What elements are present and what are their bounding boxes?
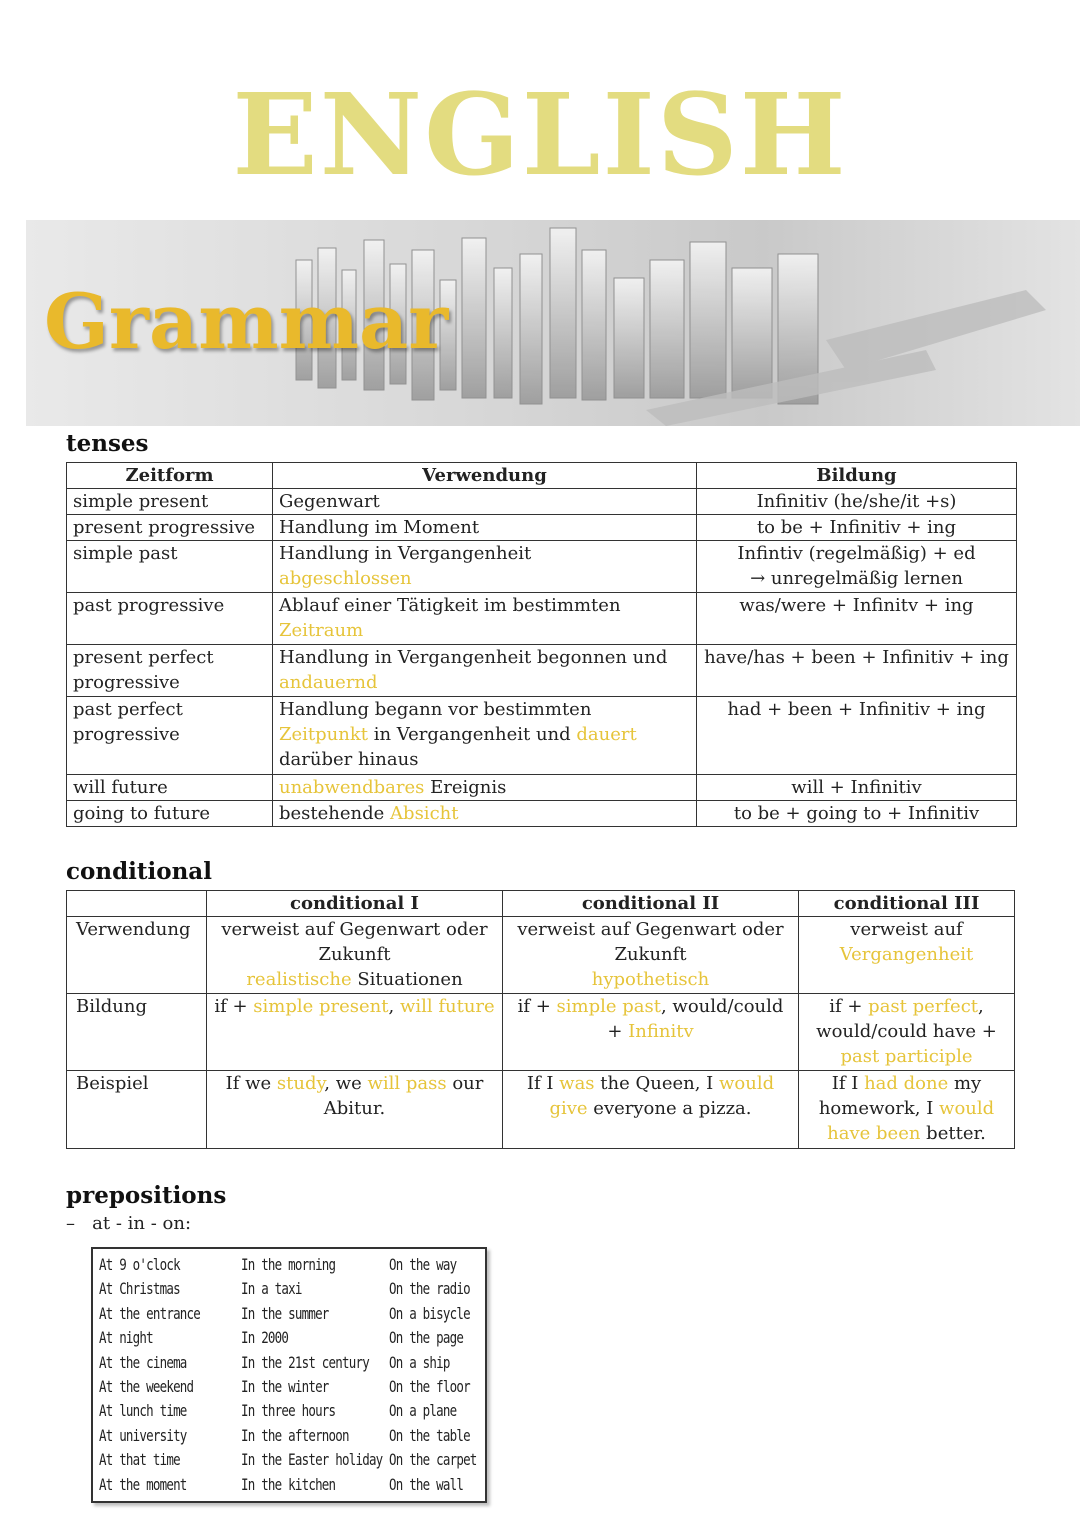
preposition-in-item: In the 21st century (241, 1352, 369, 1372)
preposition-in-item: In the summer (241, 1303, 329, 1323)
tenses-row (67, 775, 1017, 801)
tenses-row (67, 645, 1017, 697)
verwendung-conditional-3: verweist auf Vergangenheit (799, 917, 1015, 994)
column-header-zeitform: Zeitform (67, 463, 273, 489)
verwendung-conditional-2: verweist auf Gegenwart oder Zukunft hypothetisch (503, 917, 799, 994)
preposition-at-item: At 9 o'clock (99, 1255, 180, 1274)
preposition-at-item: At university (99, 1425, 187, 1445)
zeitform-cell: simple present (67, 489, 273, 515)
column-header-verwendung: Verwendung (273, 463, 697, 489)
preposition-in-item: In a taxi (241, 1279, 302, 1299)
beispiel-conditional-1: If we study, we will pass our Abitur. (207, 1071, 503, 1149)
bildung-cell: will + Infinitiv (697, 775, 1017, 801)
zeitform-cell: will future (67, 775, 273, 801)
bildung-conditional-1: if + simple present, will future (207, 994, 503, 1071)
column-header-conditional-2: conditional II (503, 891, 799, 917)
preposition-in-item: In the winter (241, 1376, 329, 1396)
column-header-conditional-1: conditional I (207, 891, 503, 917)
preposition-in-item: In the Easter holiday (241, 1450, 383, 1470)
row-label-beispiel: Beispiel (67, 1071, 207, 1149)
prepositions-at-column (99, 1253, 229, 1497)
bildung-cell: Infinitiv (he/she/it +s) (697, 489, 1017, 515)
verwendung-cell: Handlung begann vor bestimmten Zeitpunkt in Vergangenheit und dauert darüber hinaus (273, 697, 697, 775)
preposition-on-item: On a plane (389, 1401, 457, 1421)
corner-cell (67, 891, 207, 917)
zeitform-cell: past perfect progressive (67, 697, 273, 775)
tenses-heading: tenses (66, 430, 149, 457)
preposition-in-item: In 2000 (241, 1328, 289, 1348)
prepositions-subheading: – at - in - on: (66, 1213, 192, 1234)
preposition-at-item: At Christmas (99, 1279, 180, 1299)
preposition-on-item: On the way (389, 1255, 457, 1274)
zeitform-cell: present progressive (67, 515, 273, 541)
preposition-on-item: On the table (389, 1425, 470, 1445)
zeitform-cell: simple past (67, 541, 273, 593)
preposition-at-item: At the cinema (99, 1352, 187, 1372)
page-title: ENGLISH (232, 70, 848, 201)
preposition-on-item: On the wall (389, 1474, 464, 1494)
grammar-banner (26, 220, 1080, 426)
tenses-row (67, 515, 1017, 541)
prepositions-heading: prepositions (66, 1182, 227, 1209)
verwendung-conditional-1: verweist auf Gegenwart oder Zukunft realistische Situationen (207, 917, 503, 994)
tenses-table (66, 462, 1017, 827)
preposition-at-item: At night (99, 1328, 153, 1348)
bildung-conditional-2: if + simple past, would/could + Infinitv (503, 994, 799, 1071)
verwendung-cell: Handlung in Vergangenheit begonnen und andauernd (273, 645, 697, 697)
tenses-row (67, 593, 1017, 645)
bildung-cell: to be + Infinitiv + ing (697, 515, 1017, 541)
preposition-in-item: In three hours (241, 1401, 336, 1421)
bildung-cell: to be + going to + Infinitiv (697, 801, 1017, 827)
bildung-row (67, 994, 1015, 1071)
conditional-header-row (67, 891, 1015, 917)
column-header-conditional-3: conditional III (799, 891, 1015, 917)
verwendung-cell: Ablauf einer Tätigkeit im bestimmten Zeitraum (273, 593, 697, 645)
verwendung-cell: Handlung in Vergangenheit abgeschlossen (273, 541, 697, 593)
preposition-in-item: In the morning (241, 1255, 336, 1274)
zeitform-cell: present perfect progressive (67, 645, 273, 697)
preposition-in-item: In the kitchen (241, 1474, 336, 1494)
banner-grammar-word: Grammar (44, 277, 449, 366)
column-header-bildung: Bildung (697, 463, 1017, 489)
tenses-row (67, 801, 1017, 827)
row-label-bildung: Bildung (67, 994, 207, 1071)
preposition-on-item: On a bisycle (389, 1303, 470, 1323)
verwendung-cell: Handlung im Moment (273, 515, 697, 541)
verwendung-cell: Gegenwart (273, 489, 697, 515)
tenses-row (67, 697, 1017, 775)
preposition-at-item: At the entrance (99, 1303, 201, 1323)
preposition-at-item: At the moment (99, 1474, 187, 1494)
verwendung-cell: unabwendbares Ereignis (273, 775, 697, 801)
preposition-on-item: On a ship (389, 1352, 450, 1372)
zeitform-cell: going to future (67, 801, 273, 827)
tenses-row (67, 541, 1017, 593)
tenses-row (67, 489, 1017, 515)
preposition-at-item: At that time (99, 1450, 180, 1470)
preposition-on-item: On the floor (389, 1376, 470, 1396)
bildung-conditional-3: if + past perfect, would/could have + past participle (799, 994, 1015, 1071)
preposition-on-item: On the radio (389, 1279, 470, 1299)
preposition-at-item: At the weekend (99, 1376, 194, 1396)
beispiel-conditional-2: If I was the Queen, I would give everyone a pizza. (503, 1071, 799, 1149)
conditional-heading: conditional (66, 858, 212, 885)
tenses-header-row (67, 463, 1017, 489)
zeitform-cell: past progressive (67, 593, 273, 645)
bildung-cell: was/were + Infinitv + ing (697, 593, 1017, 645)
bildung-cell: have/has + been + Infinitiv + ing (697, 645, 1017, 697)
beispiel-row (67, 1071, 1015, 1149)
prepositions-box (91, 1247, 487, 1503)
conditional-table (66, 890, 1015, 1149)
tenses-body (67, 489, 1017, 827)
preposition-on-item: On the page (389, 1328, 464, 1348)
bildung-cell: had + been + Infinitiv + ing (697, 697, 1017, 775)
preposition-at-item: At lunch time (99, 1401, 187, 1421)
beispiel-conditional-3: If I had done my homework, I would have been better. (799, 1071, 1015, 1149)
preposition-in-item: In the afternoon (241, 1425, 349, 1445)
bildung-cell: Infintiv (regelmäßig) + ed → unregelmäßig lernen (697, 541, 1017, 593)
row-label-verwendung: Verwendung (67, 917, 207, 994)
preposition-on-item: On the carpet (389, 1450, 477, 1470)
prepositions-on-column (389, 1253, 501, 1497)
verwendung-cell: bestehende Absicht (273, 801, 697, 827)
verwendung-row (67, 917, 1015, 994)
